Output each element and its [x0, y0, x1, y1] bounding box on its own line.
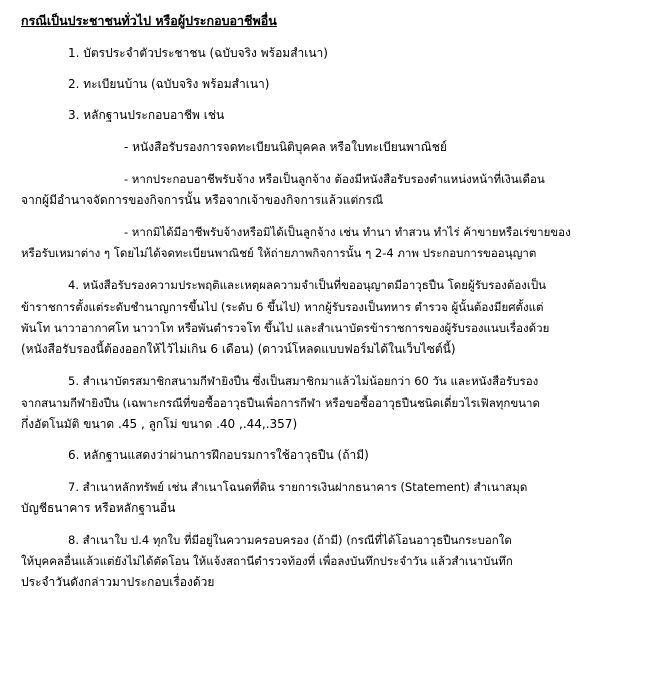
sub-item-3-line-1: - หากมิได้มีอาชีพรับจ้างหรือมิได้เป็นลูกจ้าง เช่น ทำนา ทำสวน ทำไร่ ค้าขายหรือเร่ขายของ: [124, 225, 571, 239]
list-item-4-line-1: 4. หนังสือรับรองความประพฤติและเหตุผลความจำเป็นที่ขออนุญาตมีอาวุธปืน โดยผู้รับรองต้องเป็น: [68, 278, 546, 292]
list-item-4-line-3: พันโท นาวาอากาศโท นาวาโท หรือพันตำรวจโท ขึ้นไป และสำเนาบัตรข้าราชการของผู้รับรองแนบเรื่องด้วย: [21, 321, 550, 335]
list-item-8-line-2: ให้บุคคลอื่นแล้วแต่ยังไม่ได้ตัดโอน ให้แจ้งสถานีตำรวจท้องที่ เพื่อลงบันทึกประจำวัน แล้วสำเนาบันทึก: [21, 554, 513, 568]
list-item-2: 2. ทะเบียนบ้าน (ฉบับจริง พร้อมสำเนา): [68, 77, 270, 91]
list-item-5-line-3: กึ่งอัตโนมัติ ขนาด .45 , ลูกโม่ ขนาด .40 ,.44,.357): [21, 417, 298, 431]
list-item-3: 3. หลักฐานประกอบอาชีพ เช่น: [68, 108, 225, 122]
list-item-1: 1. บัตรประจำตัวประชาชน (ฉบับจริง พร้อมสำเนา): [68, 46, 328, 60]
list-item-8-line-3: ประจำวันดังกล่าวมาประกอบเรื่องด้วย: [21, 575, 215, 589]
list-item-6: 6. หลักฐานแสดงว่าผ่านการฝึกอบรมการใช้อาวุธปืน (ถ้ามี): [68, 448, 369, 462]
list-item-4-line-4: (หนังสือรับรองนี้ต้องออกให้ไว้ไม่เกิน 6 เดือน) (ดาวน์โหลดแบบฟอร์มได้ในเว็บไซต์นี้): [21, 342, 456, 356]
list-item-5-line-2: จากสนามกีฬายิงปืน (เฉพาะกรณีที่ขอซื้ออาวุธปืนเพื่อการกีฬา หรือขอซื้ออาวุธปืนชนิดเดี่ยวไรเฟิลทุกขนาด: [21, 396, 540, 410]
list-item-5-line-1: 5. สำเนาบัตรสมาชิกสนามกีฬายิงปืน ซึ่งเป็นสมาชิกมาแล้วไม่น้อยกว่า 60 วัน และหนังสือรับรอง: [68, 374, 539, 388]
document-heading: กรณีเป็นประชาชนทั่วไป หรือผู้ประกอบอาชีพอื่น: [21, 13, 277, 28]
list-item-7-line-2: บัญชีธนาคาร หรือหลักฐานอื่น: [21, 501, 176, 515]
sub-item-2-line-2: จากผู้มีอำนาจจัดการของกิจการนั้น หรือจากเจ้าของกิจการแล้วแต่กรณี: [21, 193, 384, 207]
list-item-7-line-1: 7. สำเนาหลักทรัพย์ เช่น สำเนาโฉนดที่ดิน รายการเงินฝากธนาคาร (Statement) สำเนาสมุด: [68, 480, 528, 494]
sub-item-2-line-1: - หากประกอบอาชีพรับจ้าง หรือเป็นลูกจ้าง ต้องมีหนังสือรับรองตำแหน่งหน้าที่เงินเดือน: [124, 172, 545, 186]
list-item-8-line-1: 8. สำเนาใบ ป.4 ทุกใบ ที่มีอยู่ในความครอบครอง (ถ้ามี) (กรณีที่ได้โอนอาวุธปืนกระบอกใด: [68, 533, 512, 547]
sub-item-1: - หนังสือรับรองการจดทะเบียนนิติบุคคล หรือใบทะเบียนพาณิชย์: [124, 140, 447, 154]
list-item-4-line-2: ข้าราชการตั้งแต่ระดับชำนาญการขึ้นไป (ระดับ 6 ขึ้นไป) หากผู้รับรองเป็นทหาร ตำรวจ ผู้นั้นต้องมียศตั้งแต่: [21, 300, 544, 314]
sub-item-3-line-2: หรือรับเหมาต่าง ๆ โดยไม่ได้จดทะเบียนพาณิชย์ ให้ถ่ายภาพกิจการนั้น ๆ 2-4 ภาพ ประกอบการขออนุญาต: [21, 246, 537, 260]
